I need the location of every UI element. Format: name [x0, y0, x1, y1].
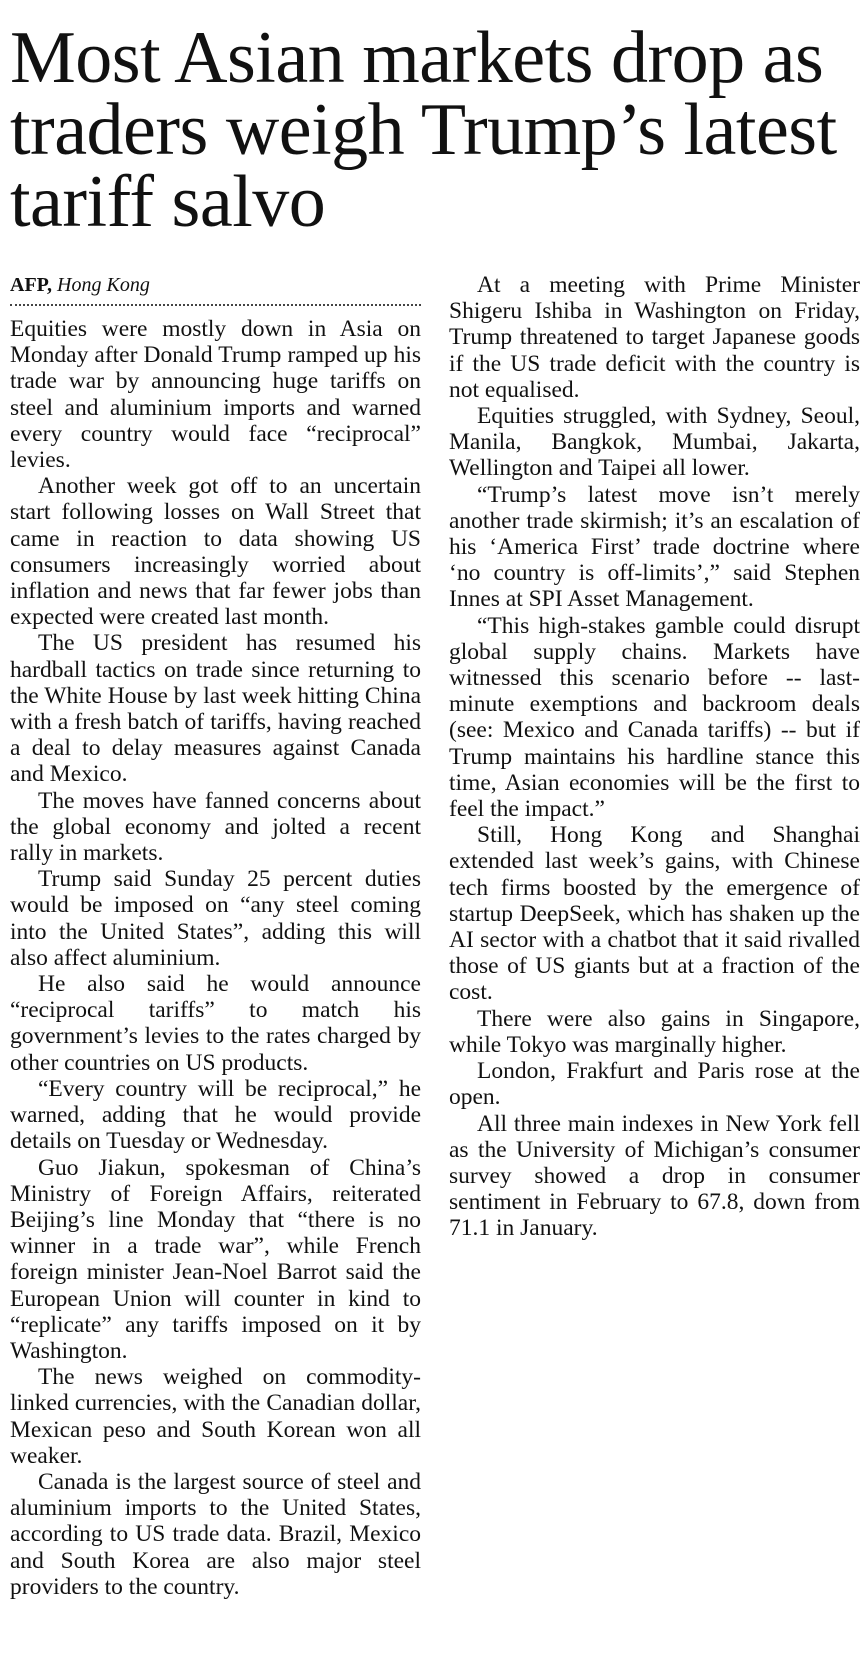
paragraph: Trump said Sunday 25 percent duties would be imposed on “any steel coming into the United States”, adding this will also affect aluminium.: [10, 866, 421, 971]
article-body: [10, 272, 860, 1652]
paragraph: All three main indexes in New York fell as the University of Michigan’s consumer survey showed a drop in consumer sentiment in February to 67.8, down from 71.1 in January.: [449, 1110, 860, 1242]
paragraph: He also said he would announce “reciprocal tariffs” to match his government’s levies to the rates charged by other countries on US products.: [10, 971, 421, 1076]
byline: [10, 272, 421, 306]
paragraph: The moves have fanned concerns about the global economy and jolted a recent rally in markets.: [10, 787, 421, 867]
paragraph: There were also gains in Singapore, while Tokyo was marginally higher.: [449, 1005, 860, 1058]
paragraph: Equities struggled, with Sydney, Seoul, Manila, Bangkok, Mumbai, Jakarta, Wellington and Taipei all lower.: [449, 403, 860, 482]
paragraph: Another week got off to an uncertain start following losses on Wall Street that came in reaction to data showing US consumers increasingly worried about inflation and news that far fewer jobs than expected were created last month.: [10, 473, 421, 631]
paragraph: London, Frakfurt and Paris rose at the open.: [449, 1058, 860, 1111]
paragraph: “Trump’s latest move isn’t merely another trade skirmish; it’s an escalation of his ‘America First’ trade doctrine where ‘no country is off-limits’,” said Stephen Innes at SPI Asset Management.: [449, 481, 860, 613]
news-article: [10, 0, 860, 1659]
paragraph: The news weighed on commodity-linked currencies, with the Canadian dollar, Mexican peso and South Korean won all weaker.: [10, 1364, 421, 1469]
byline-location: Hong Kong: [57, 274, 150, 296]
paragraph: Guo Jiakun, spokesman of China’s Ministry of Foreign Affairs, reiterated Beijing’s line Monday that “there is no winner in a trade war”, while French foreign minister Jean-Noel Barrot said the European Union will counter in kind to “replicate” any tariffs imposed on it by Washington.: [10, 1154, 421, 1364]
byline-agency: AFP,: [10, 274, 53, 296]
paragraph: At a meeting with Prime Minister Shigeru Ishiba in Washington on Friday, Trump threatened to target Japanese goods if the US trade deficit with the country is not equalised.: [449, 272, 860, 403]
paragraph: Canada is the largest source of steel and aluminium imports to the United States, according to US trade data. Brazil, Mexico and South Korea are also major steel providers to the country.: [10, 1468, 421, 1600]
paragraph: Still, Hong Kong and Shanghai extended last week’s gains, with Chinese tech firms boosted by the emergence of startup DeepSeek, which has shaken up the AI sector with a chatbot that it said rivalled those of US giants but at a fraction of the cost.: [449, 822, 860, 1006]
paragraph: The US president has resumed his hardball tactics on trade since returning to the White House by last week hitting China with a fresh batch of tariffs, having reached a deal to delay measures against Canada and Mexico.: [10, 630, 421, 788]
headline: Most Asian markets drop as traders weigh Trump’s latest tariff salvo: [10, 17, 837, 243]
paragraph: Equities were mostly down in Asia on Monday after Donald Trump ramped up his trade war by announcing huge tariffs on steel and aluminium imports and warned every country would face “reciprocal” levies.: [10, 316, 421, 474]
paragraph: “Every country will be reciprocal,” he warned, adding that he would provide details on Tuesday or Wednesday.: [10, 1075, 421, 1155]
paragraph: “This high-stakes gamble could disrupt global supply chains. Markets have witnessed this scenario before -- last-minute exemptions and backroom deals (see: Mexico and Canada tariffs) -- but if Trump maintains his hardline stance this time, Asian economies will be the first to feel the impact.”: [449, 612, 860, 823]
